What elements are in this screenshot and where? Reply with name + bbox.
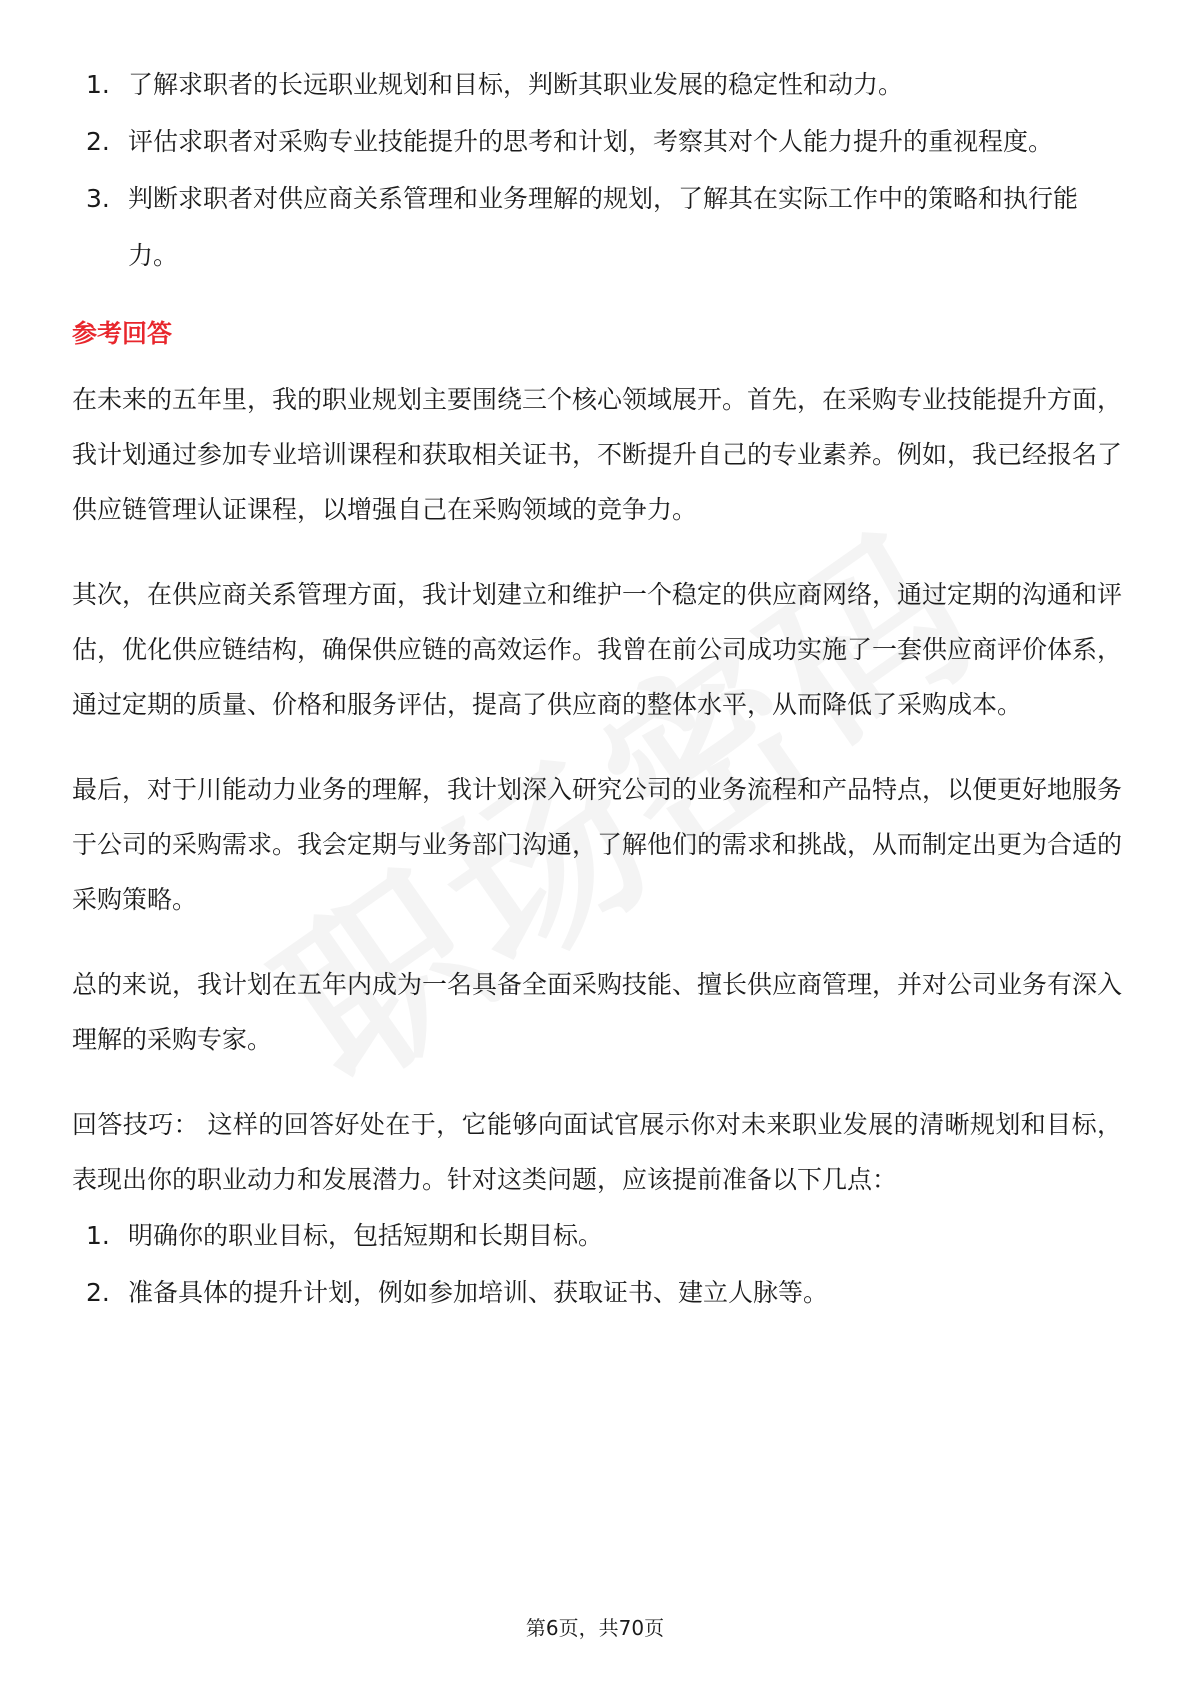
intro-list: [72, 56, 1122, 284]
list-item: [72, 56, 1122, 113]
answer-paragraph: 最后，对于川能动力业务的理解，我计划深入研究公司的业务流程和产品特点，以便更好地服务于公司的采购需求。我会定期与业务部门沟通，了解他们的需求和挑战，从而制定出更为合适的采购策略。: [72, 775, 1123, 914]
list-item-number: 2.: [86, 1278, 110, 1307]
list-item-text: 准备具体的提升计划，例如参加培训、获取证书、建立人脉等。: [128, 1278, 829, 1307]
list-item: [72, 1264, 1122, 1321]
list-item-text: 了解求职者的长远职业规划和目标，判断其职业发展的稳定性和动力。: [128, 70, 904, 99]
list-item: [72, 113, 1122, 170]
list-item: [72, 1207, 1122, 1264]
list-item-number: 2.: [86, 127, 110, 156]
list-item-number: 1.: [86, 70, 110, 99]
answer-paragraph: 在未来的五年里，我的职业规划主要围绕三个核心领域展开。首先，在采购专业技能提升方面，我计划通过参加专业培训课程和获取相关证书，不断提升自己的专业素养。例如，我已经报名了供应链管理认证课程，以增强自己在采购领域的竞争力。: [72, 385, 1123, 524]
answer-paragraph: 其次，在供应商关系管理方面，我计划建立和维护一个稳定的供应商网络，通过定期的沟通和评估，优化供应链结构，确保供应链的高效运作。我曾在前公司成功实施了一套供应商评价体系，通过定期的质量、价格和服务评估，提高了供应商的整体水平，从而降低了采购成本。: [72, 580, 1123, 719]
list-item-number: 1.: [86, 1221, 110, 1250]
page-number-footer: 第6页，共70页: [525, 1616, 665, 1640]
section-title: 参考回答: [72, 319, 173, 348]
tips-list: [72, 1207, 1122, 1321]
list-item-text: 明确你的职业目标，包括短期和长期目标。: [128, 1221, 604, 1250]
page-content: [72, 56, 1122, 1321]
list-item-number: 3.: [86, 184, 110, 213]
tips-paragraph: 回答技巧： 这样的回答好处在于，它能够向面试官展示你对未来职业发展的清晰规划和目标，表现出你的职业动力和发展潜力。针对这类问题，应该提前准备以下几点：: [72, 1110, 1122, 1194]
list-item-text: 判断求职者对供应商关系管理和业务理解的规划，了解其在实际工作中的策略和执行能力。: [128, 184, 1079, 270]
list-item: [72, 170, 1122, 284]
list-item-text: 评估求职者对采购专业技能提升的思考和计划，考察其对个人能力提升的重视程度。: [128, 127, 1054, 156]
answer-paragraph: 总的来说，我计划在五年内成为一名具备全面采购技能、擅长供应商管理，并对公司业务有深入理解的采购专家。: [72, 970, 1123, 1054]
